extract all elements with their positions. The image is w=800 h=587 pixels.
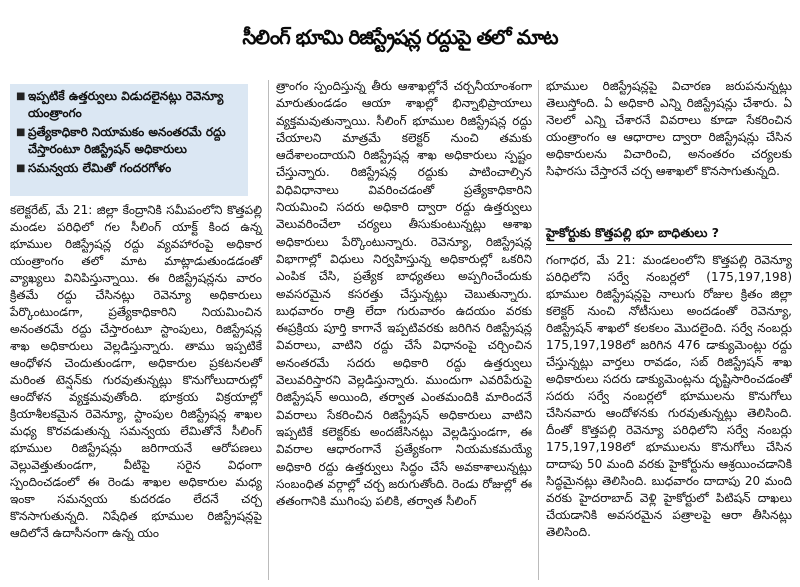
highlight-text: ఇప్పటికే ఉత్తర్వులు విడుదలైనట్లు రెవెన్యూ యంత్రాంగం xyxy=(28,89,224,120)
highlight-text: ప్రత్యేకాధికారి నియామకం అనంతరమే రద్దు చేస్తారంటూ రిజిస్ట్రేషన్ అధికారులు xyxy=(28,125,226,156)
highlight-item xyxy=(16,88,242,122)
column-3-top: భూముల రిజిస్ట్రేషన్లపై విచారణ జరుపనున్నట్లు తెలుస్తోంది. ఏ అధికారి ఎన్ని రిజిస్ట్రేషన్లు చేశారు. ఏ నెలలో ఎన్ని చేశారనే వివరాలు కూడా సేకరించిన యంత్రాంగం ఆ ఆధారాల ద్వారా రిజిస్ట్రేషన్లు చేసిన అధికారులను విచారించి, అనంతరం చర్యలకు సిఫారసు చేస్తారనే చర్చ ఆశాఖలో కొనసాగుతున్నది. xyxy=(546,79,792,178)
highlights-box xyxy=(10,84,248,196)
column-divider xyxy=(268,80,269,580)
highlight-item xyxy=(16,124,242,158)
column-divider xyxy=(538,80,539,580)
column-1-body: కలెక్టరేట్, మే 21: జిల్లా కేంద్రానికి సమీపంలోని కొత్తపల్లి మండల పరిధిలో గల సీలింగ్ యాక్ట్ కింద ఉన్న భూముల రిజిస్ట్రేషన్ల రద్దు వ్యవహారంపై అధికార యంత్రాంగం తలో మాట మాట్లాడుతుండడంతో వ్యాఖ్యలు వినిపిస్తున్నాయి. ఈ రిజిస్ట్రేషన్లను వారం క్రితమే రద్దు చేసినట్లు రెవెన్యూ అధికారులు పేర్కొంటుండగా, ప్రత్యేకాధికారిని నియమించిన అనంతరమే రద్దు చేస్తారంటూ స్టాంపులు, రిజిస్ట్రేషన్ల శాఖ అధికారులు వెల్లడిస్తున్నారు. తాము ఇప్పటికే ఆంధోళన చెందుతుండగా, అధికారుల ప్రకటనలతో మరింత టెన్షన్‌కు గురవుతున్నట్లు కొనుగోలుదారుల్లో ఆందోళన వ్యక్తమవుతోంది. భూక్రయ విక్రయాల్లో క్రియాశీలకమైన రెవెన్యూ, స్టాంపుల రిజిస్ట్రేషన్ల శాఖల మధ్య కొరవడుతున్న సమన్వయ లేమితోనే సీలింగ్ భూముల రిజిస్ట్రేషన్లు జరిగాయనే ఆరోపణలు వెల్లువెత్తుతుండగా, వీటిపై సరైన విధంగా స్పందించడంలో ఈ రెండు శాఖల అధికారుల మధ్య ఇంకా సమన్వయ కుదరడం లేదనే చర్చ కొనసాగుతున్నది. నిషేధిత భూముల రిజిస్ట్రేషన్లపై ఆదిలోనే ఉదాసీనంగా ఉన్న యం xyxy=(10,203,262,540)
column-3-body: గంగాధర, మే 21: మండలంలోని కొత్తపల్లి రెవెన్యూ పరిధిలోని సర్వే నంబర్లలో (175,197,198) భూముల రిజిస్ట్రేషన్లపై నాలుగు రోజుల క్రితం జిల్లా కలెక్టర్ నుంచి నోటీసులు అందడంతో రెవెన్యూ, రిజిస్ట్రేషన్ శాఖలో కలకలం మొదలైంది. సర్వే నంబర్లు 175,197,198లో జరిగిన 476 డాక్యుమెంట్లు రద్దు చేస్తున్నట్లు వార్తలు రావడం, సబ్ రిజిస్ట్రేషన్ శాఖ అధికారులు సదరు డాక్యుమెంట్లను దృష్టిసారించడంతో సదరు సర్వే నంబర్లలో భూములను కొనుగోలు చేసినవారు ఆందోళనకు గురవుతున్నట్లు తెలిసింది. దీంతో కొత్తపల్లి రెవెన్యూ పరిధిలోని సర్వే నంబర్లు 175,197,198లో భూములను కొనుగోలు చేసిన దాదాపు 50 మంది వరకు హైకోర్టును ఆశ్రయించడానికి సిద్ధమైనట్లు తెలిసింది. బుధవారం దాదాపు 20 మంది వరకు హైదరాబాద్ వెళ్లి హైకోర్టులో పిటిషన్ దాఖలు చేయడానికి అవసరమైన పత్రాలపై ఆరా తీసినట్లు తెలిసింది. xyxy=(546,253,792,539)
highlight-text: సమన్వయ లేమితో గందరగోళం xyxy=(28,161,172,175)
column-2-body: త్రాంగం స్పందిస్తున్న తీరు ఆశాఖల్లోనే చర్చనీయాంశంగా మారుతుండడం ఆయా శాఖల్లో భిన్నాభిప్రాయాలు వ్యక్తమవుతున్నాయి. సీలింగ్ భూముల రిజిస్ట్రేషన్ల రద్దు చేయాలని మాత్రమే కలెక్టర్ నుంచి తమకు ఆదేశాలందాయని రిజిస్ట్రేషన్ల శాఖ అధికారులు స్పష్టం చేస్తున్నారు. రిజిస్ట్రేషన్ల రద్దుకు పాటించాల్సిన విధివిధానాలు వివరించడంతో ప్రత్యేకాధికారిని నియమించి సదరు అధికారి ద్వారా రద్దు ఉత్తర్వులు వెలువరించేలా చర్యలు తీసుకుంటున్నట్లు ఆశాఖ అధికారులు పేర్కొంటున్నారు. రెవెన్యూ, రిజిస్ట్రేషన్ల విభాగాల్లో విధులు నిర్వహిస్తున్న అధికారుల్లో ఒకరిని ఎంపిక చేసి, ప్రత్యేక బాధ్యతలు అప్పగించేందుకు అవసరమైన కసరత్తు చేస్తున్నట్లు చెబుతున్నారు. బుధవారం రాత్రి లేదా గురువారం ఉదయం వరకు ఈప్రక్రియ పూర్తి కాగానే ఇప్పటివరకు జరిగిన రిజిస్ట్రేషన్ల వివరాలు, వాటిని రద్దు చేసే విధానంపై చర్చించిన అనంతరమే సదరు అధికారి రద్దు ఉత్తర్వులు వెలువరిస్తారని వెల్లడిస్తున్నారు. ముందుగా ఎవరిపేరుపై రిజిస్ట్రేషన్ అయింది, తర్వాత ఎంతమందికి మారిందనే వివరాలు సేకరించిన రిజిస్ట్రేషన్ అధికారులు వాటిని ఇప్పటికే కలెక్టర్‌కు అందజేసినట్లు వెల్లడిస్తుండగా, ఈ వివరాల ఆధారంగానే ప్రత్యేకంగా నియమకమయ్యే అధికారి రద్దు ఉత్తర్వులు సిద్ధం చేసే అవకాశాలున్నట్లు సంబంధిత వర్గాల్లో చర్చ జరుగుతోంది. రెండు రోజుల్లో ఈ తతంగానికి ముగింపు పలికి, తర్వాత సీలింగ్ xyxy=(276,79,532,509)
square-bullet-icon: ■ xyxy=(16,91,26,102)
square-bullet-icon: ■ xyxy=(16,127,26,138)
highlight-item xyxy=(16,160,242,177)
subheading: హైకోర్టుకు కొత్తపల్లి భూ బాధితులు ? xyxy=(546,224,792,245)
headline: సీలింగ్ భూమి రిజిస్ట్రేషన్ల రద్దుపై తలో మాట xyxy=(242,25,558,49)
square-bullet-icon: ■ xyxy=(16,163,26,174)
